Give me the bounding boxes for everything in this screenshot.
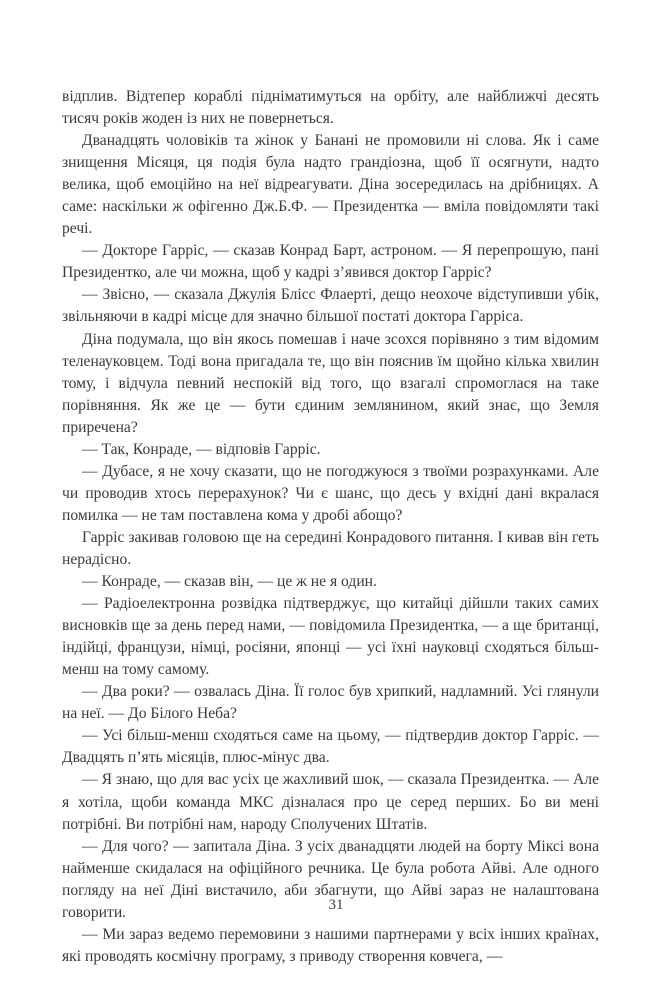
paragraph: — Усі більш-менш сходяться саме на цьому, — підтвердив доктор Гарріс. — Двадцять п’ять місяців, плюс-мінус два.	[62, 727, 599, 767]
paragraph: Гарріс закивав головою ще на середині Конрадового питання. І кивав він геть нерадісно.	[62, 528, 599, 568]
page-number: 31	[328, 897, 344, 913]
paragraph: — Радіоелектронна розвідка підтверджує, що китайці дійшли таких самих висновків ще за день перед нами, — повідомила Президентка, — а ще британці, індійці, французи, німці, росіяни, японці — усі їхні науковці сходяться більш-менш на тому самому.	[62, 595, 599, 679]
paragraph: — Звісно, — сказала Джулія Блісс Флаерті, дещо неохоче відступивши убік, звільняючи в кадрі місце для значно більшої постаті доктора Гарріса.	[62, 286, 599, 326]
paragraph: — Два роки? — озвалась Діна. Її голос був хрипкий, надламний. Усі глянули на неї. — До Білого Неба?	[62, 683, 599, 723]
body-text	[62, 86, 599, 968]
paragraph: — Дубасе, я не хочу сказати, що не погоджуюся з твоїми розрахунками. Але чи проводив хтось перерахунок? Чи є шанс, що десь у вхідні дані вкралася помилка — не там поставлена кома у дробі абощо?	[62, 462, 599, 524]
paragraph: — Ми зараз ведемо перемовини з нашими партнерами у всіх інших країнах, які проводять космічну програму, з приводу створення ковчега, —	[62, 925, 599, 965]
paragraph: — Конраде, — сказав він, — це ж не я один.	[82, 573, 377, 591]
paragraph: відплив. Відтепер кораблі підніматимуться на орбіту, але найближчі десять тисяч років жоден із них не повернеться.	[62, 88, 599, 128]
paragraph: — Докторе Гарріс, — сказав Конрад Барт, астроном. — Я перепрошую, пані Президентко, але чи можна, щоб у кадрі з’явився доктор Гарріс?	[62, 242, 599, 282]
paragraph: Дванадцять чоловіків та жінок у Банані не промовили ні слова. Як і саме знищення Місяця, ця подія була надто грандіозна, щоб її осягнути, надто велика, щоб емоційно на неї відреагувати. Діна зосередилась на дрібницях. А саме: наскільки ж офігенно Дж.Б.Ф. — Президентка — вміла повідомляти такі речі.	[62, 132, 599, 238]
paragraph: — Для чого? — запитала Діна. З усіх дванадцяти людей на борту Міксі вона найменше скидалася на офіційного речника. Це була робота Айві. Але одного погляду на неї Діні вистачило, аби збагнути, що Айві зараз не налаштована говорити.	[62, 837, 599, 921]
paragraph: Діна подумала, що він якось помешав і наче зсохся порівняно з тим відомим теленауковцем. Тоді вона пригадала те, що він пояснив їм щойно кілька хвилин тому, і відчула певний неспокій від того, що взагалі спромоглася на таке порівняння. Як же це — бути єдиним землянином, який знає, що Земля приречена?	[62, 330, 599, 436]
paragraph: — Так, Конраде, — відповів Гарріс.	[82, 440, 321, 458]
paragraph: — Я знаю, що для вас усіх це жахливий шок, — сказала Президентка. — Але я хотіла, щоби команда МКС дізналася про це серед перших. Бо ви мені потрібні. Ви потрібні нам, народу Сполучених Штатів.	[62, 771, 599, 833]
